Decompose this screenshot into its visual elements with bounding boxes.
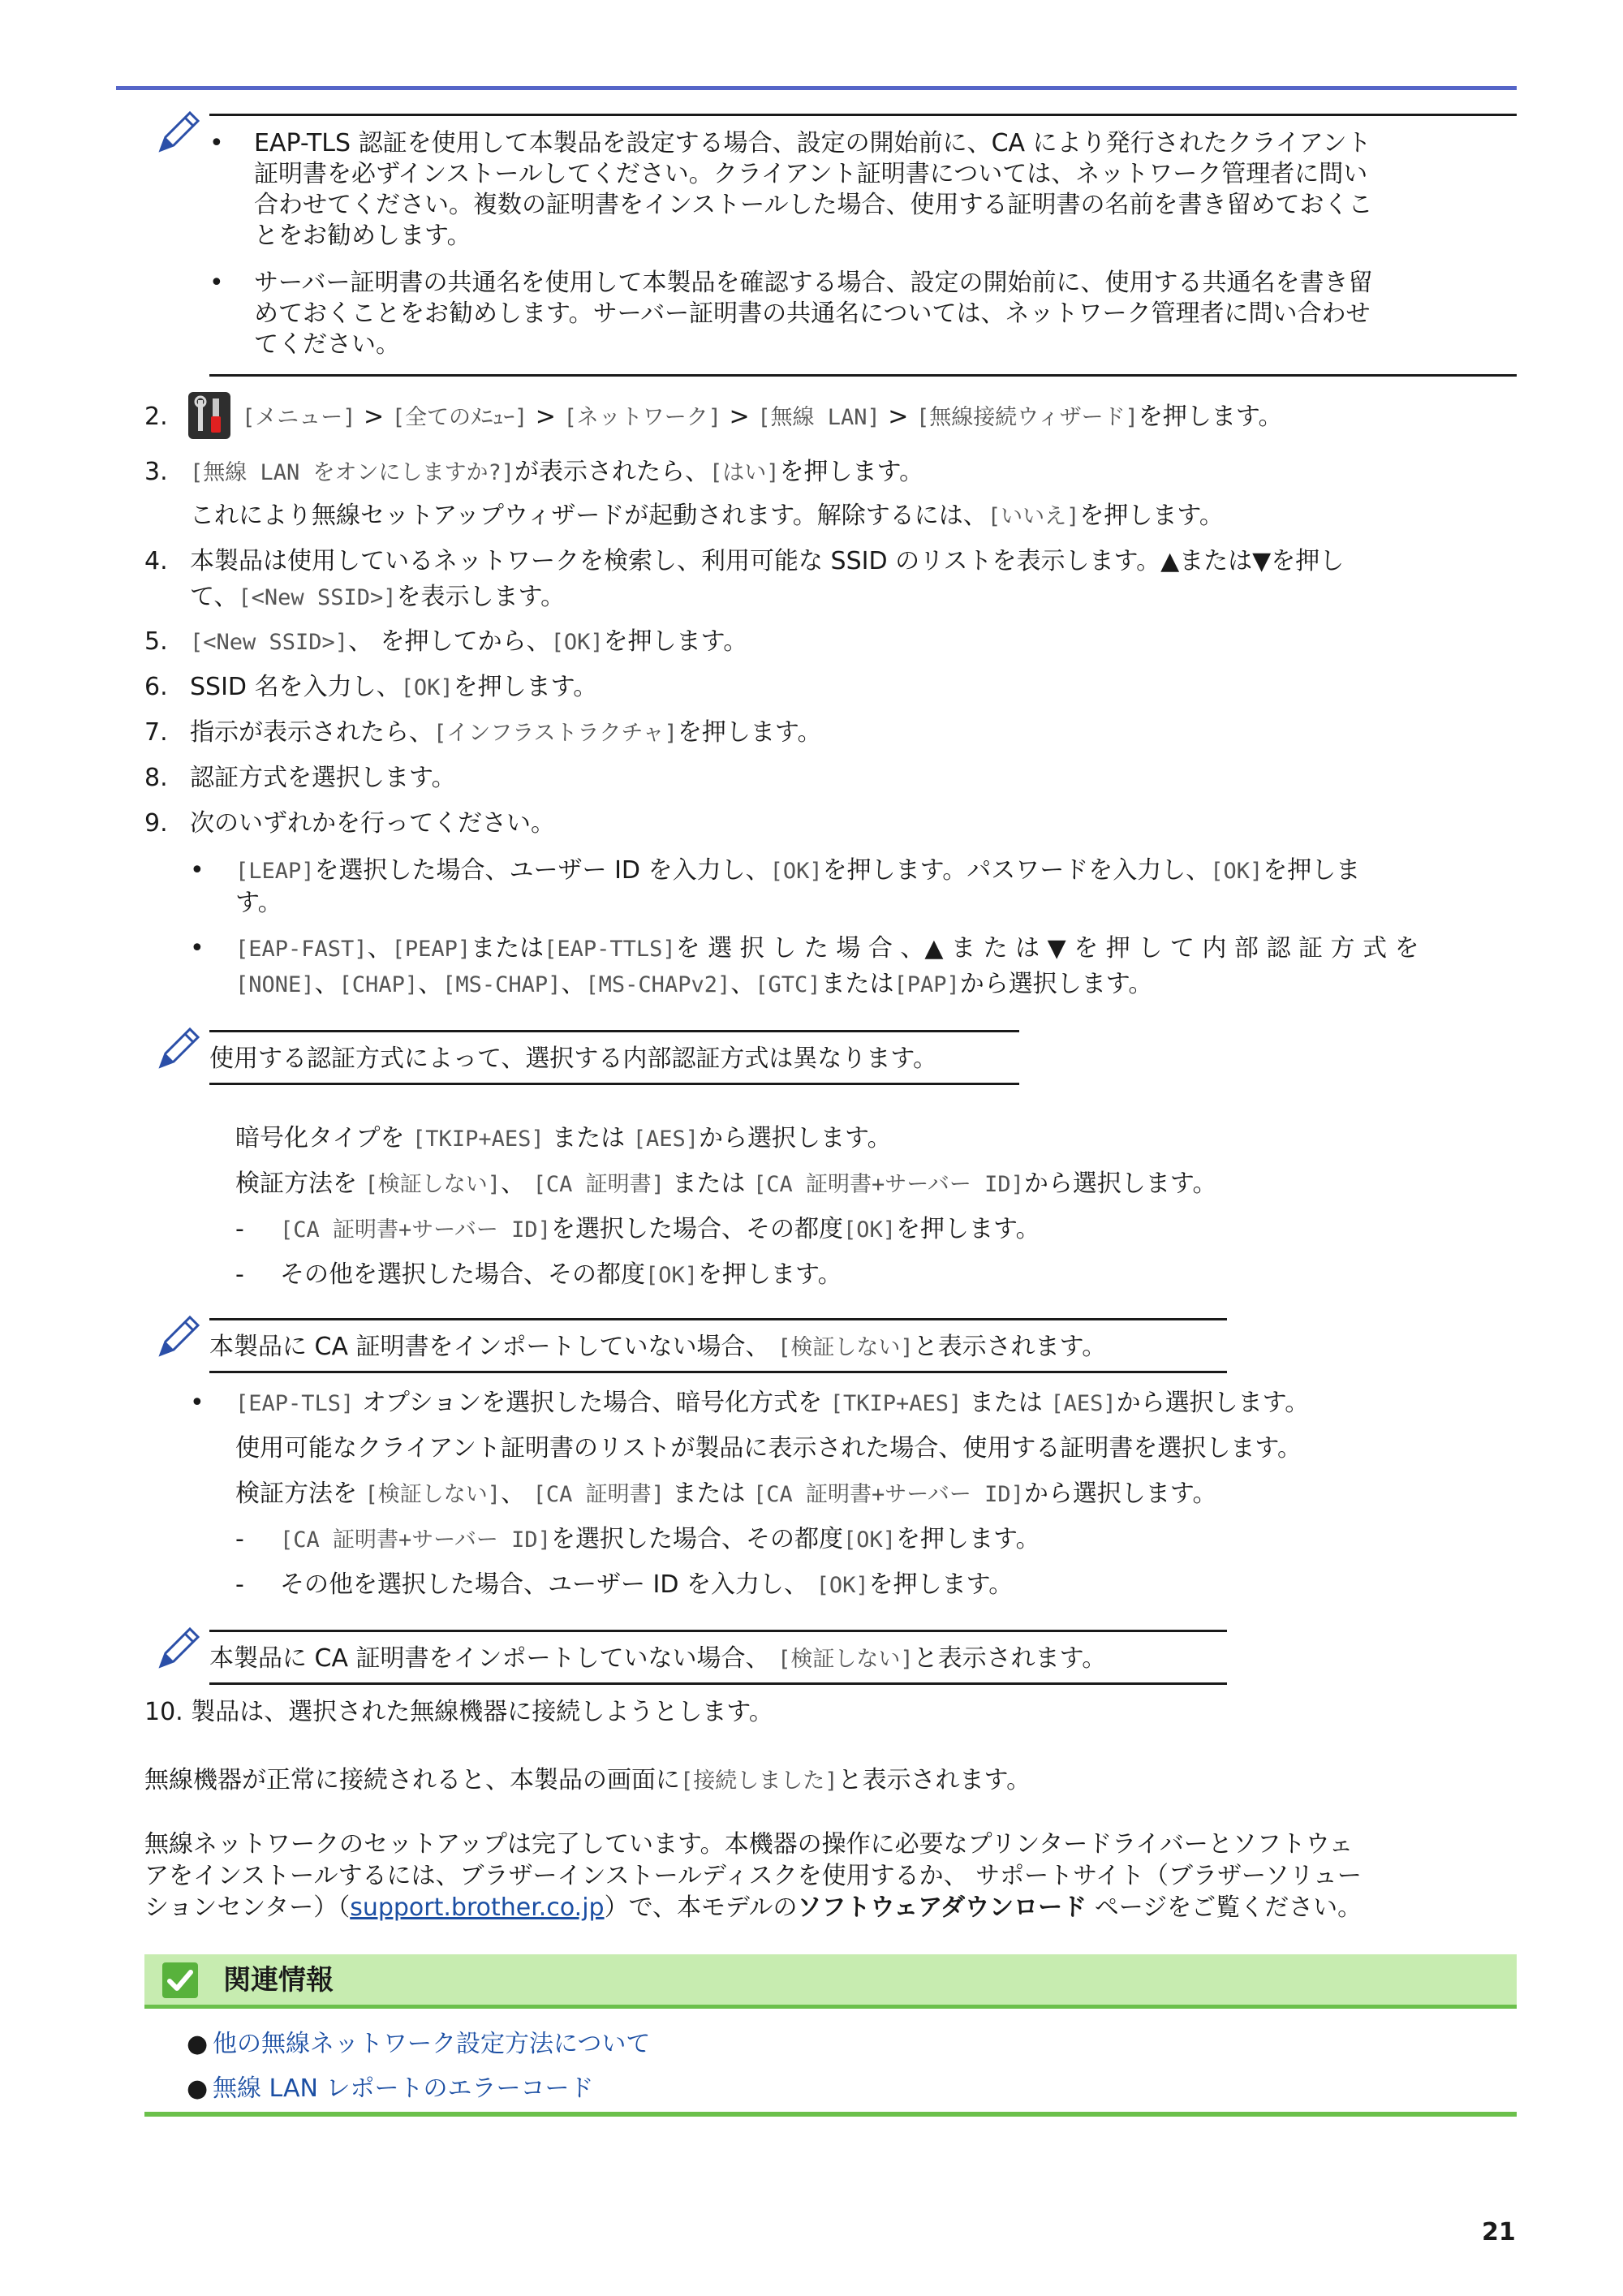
- result-paragraph: [144, 1765, 1031, 1797]
- setup-paragraph-1: 無線ネットワークのセットアップは完了しています。本機器の操作に必要なプリンタードライバーとソフトウェ: [144, 1830, 1354, 1859]
- step-text: を選択した場合、その都度: [550, 1525, 843, 1553]
- step-number: 6.: [144, 673, 168, 701]
- tls-other-line: [280, 1570, 1013, 1601]
- option-ref: [CA 証明書+サーバー ID]: [280, 1217, 551, 1243]
- menu-path: [無線接続ウィザード]: [915, 405, 1139, 430]
- step-text: を押します。: [895, 1215, 1040, 1243]
- note-4-text: [209, 1643, 1106, 1675]
- bold-text: ソフトウェアダウンロード: [797, 1893, 1087, 1922]
- dash-bullet: -: [235, 1570, 244, 1599]
- tls-verify-line: [235, 1479, 1217, 1510]
- separator: 、: [501, 1170, 533, 1198]
- note-rule-bottom: [209, 374, 1517, 377]
- button-ref: [OK]: [842, 1527, 896, 1553]
- check-icon: [162, 1962, 198, 1998]
- step-4-text-2: [190, 582, 565, 614]
- button-ref: [OK]: [400, 675, 454, 700]
- separator: >: [880, 403, 916, 431]
- step-text: を表示します。: [396, 583, 566, 611]
- step-4-text: 本製品は使用しているネットワークを検索し、利用可能な SSID のリストを表示します。▲または▼を押し: [190, 547, 1345, 575]
- setup-paragraph-3: [144, 1893, 1362, 1923]
- option-ref: [AES]: [1050, 1391, 1117, 1416]
- option-ref: [TKIP+AES]: [412, 1126, 545, 1152]
- page-number: 21: [1482, 2218, 1516, 2246]
- button-ref: [OK]: [842, 1217, 896, 1243]
- step-text: から選択します。: [959, 970, 1153, 998]
- step-text: が表示されたら、: [514, 458, 710, 486]
- step-text: を押します。: [1138, 403, 1283, 431]
- button-ref: [OK]: [769, 859, 823, 884]
- dash-bullet: -: [235, 1260, 244, 1289]
- bullet-dot: •: [190, 856, 204, 885]
- step-text: または: [820, 970, 894, 998]
- step-text: 指示が表示されたら、: [190, 718, 433, 747]
- support-link[interactable]: support.brother.co.jp: [350, 1893, 605, 1922]
- step-6-text: [190, 672, 597, 704]
- step-5-text: [190, 627, 747, 658]
- note-text: 合わせてください。複数の証明書をインストールした場合、使用する証明書の名前を書き留めておくこ: [254, 191, 1373, 219]
- separator: 、: [730, 970, 756, 998]
- step-number: 7.: [144, 718, 168, 747]
- button-ref: [はい]: [709, 460, 780, 485]
- step-text: その他を選択した場合、その都度: [280, 1260, 645, 1289]
- note-text: と表示されます。: [913, 1333, 1107, 1361]
- step-text: を押します。: [603, 627, 748, 656]
- option-ref: [CA 証明書]: [532, 1482, 665, 1507]
- note-2-text: 使用する認証方式によって、選択する内部認証方式は異なります。: [209, 1045, 937, 1073]
- verification-line: [235, 1169, 1217, 1200]
- option-ref: [NONE]: [235, 972, 315, 997]
- step-text: を押しま: [1263, 856, 1361, 885]
- ca-server-line: [280, 1214, 1040, 1246]
- button-ref: [OK]: [645, 1263, 699, 1288]
- header-rule: [116, 86, 1517, 90]
- note-rule-top: [209, 1030, 1019, 1032]
- separator: >: [721, 403, 758, 431]
- note-3-text: [209, 1332, 1106, 1363]
- note-text: てください。: [254, 330, 400, 359]
- step-text: から選択します。: [1116, 1389, 1310, 1417]
- step-10-text: 10. 製品は、選択された無線機器に接続しようとします。: [144, 1698, 773, 1726]
- option-ref: [検証しない]: [364, 1482, 502, 1507]
- note-text: とをお勧めします。: [254, 222, 471, 250]
- screen-message: [無線 LAN をオンにしますか?]: [190, 460, 515, 485]
- step-number: 2.: [144, 403, 168, 431]
- note-text: 本製品に CA 証明書をインポートしていない場合、: [209, 1333, 778, 1361]
- step-text: を選択した場合、その都度: [550, 1215, 843, 1243]
- separator: 、: [561, 970, 586, 998]
- body-text: と表示されます。: [837, 1766, 1031, 1794]
- related-info-title: 関連情報: [223, 1964, 334, 1997]
- tls-line: [235, 1388, 1309, 1419]
- step-text: または: [664, 1170, 753, 1198]
- option-ref: [TKIP+AES]: [829, 1391, 962, 1416]
- option-ref: [CA 証明書+サーバー ID]: [280, 1527, 551, 1553]
- step-text: を押します。: [779, 458, 924, 486]
- option-ref: [CA 証明書+サーバー ID]: [752, 1172, 1024, 1197]
- leap-text-2: す。: [235, 889, 282, 917]
- step-text: 検証方法を: [235, 1170, 365, 1198]
- separator: 、: [501, 1480, 533, 1508]
- note-text: めておくことをお勧めします。サーバー証明書の共通名については、ネットワーク管理者に問い合わせ: [254, 299, 1371, 328]
- button-ref: [OK]: [550, 630, 604, 655]
- menu-path: [ネットワーク]: [563, 405, 721, 430]
- option-ref: [GTC]: [755, 972, 821, 997]
- step-text: を押します。: [895, 1525, 1040, 1553]
- step-number: 5.: [144, 627, 168, 656]
- option-ref: [MS-CHAP]: [442, 972, 562, 997]
- bullet-dot: •: [209, 269, 224, 297]
- button-ref: [インフラストラクチャ]: [433, 721, 678, 746]
- fast-text-2: [235, 969, 1152, 1001]
- option-ref: [AES]: [632, 1126, 699, 1152]
- step-text: 暗号化タイプを: [235, 1124, 413, 1152]
- separator: 、: [314, 970, 339, 998]
- option-ref: [PEAP]: [391, 937, 471, 962]
- step-8-text: 認証方式を選択します。: [190, 764, 456, 792]
- option-ref: [CA 証明書+サーバー ID]: [752, 1482, 1024, 1507]
- fast-text: [235, 933, 1419, 965]
- step-text: または: [471, 934, 545, 963]
- screen-message: [接続しました]: [680, 1768, 838, 1794]
- pencil-note-icon: [154, 1312, 203, 1361]
- step-text: または: [664, 1480, 753, 1508]
- menu-path: [メニュー]: [242, 405, 356, 430]
- button-ref: [いいえ]: [987, 504, 1080, 529]
- note-rule-bottom: [209, 1682, 1227, 1685]
- step-text: 、 を押してから、: [348, 627, 551, 656]
- option-ref: [EAP-TTLS]: [544, 937, 676, 962]
- step-text: を押します。パスワードを入力し、: [822, 856, 1211, 885]
- pencil-note-icon: [154, 1624, 203, 1673]
- dash-bullet: -: [235, 1525, 244, 1553]
- screen-option: [<New SSID>]: [238, 585, 397, 610]
- step-text: て、: [190, 583, 239, 611]
- related-info-header: [144, 1954, 1517, 2009]
- pencil-note-icon: [154, 108, 203, 157]
- option-ref: [CA 証明書]: [532, 1172, 665, 1197]
- note-text: 本製品に CA 証明書をインポートしていない場合、: [209, 1644, 778, 1673]
- step-number: 9.: [144, 809, 168, 838]
- option-ref: [MS-CHAPv2]: [585, 972, 731, 997]
- body-text: 無線機器が正常に接続されると、本製品の画面に: [144, 1766, 680, 1794]
- note-text: EAP-TLS 認証を使用して本製品を設定する場合、設定の開始前に、CA により発行されたクライアント: [254, 129, 1371, 157]
- step-text: または: [544, 1124, 633, 1152]
- separator: 、: [418, 970, 443, 998]
- option-ref: [PAP]: [893, 972, 960, 997]
- option-ref: [検証しない]: [777, 1647, 914, 1672]
- body-text: ページをご覧ください。: [1087, 1893, 1363, 1922]
- step-text: 、: [367, 934, 392, 963]
- body-text: ションセンター）（: [144, 1893, 351, 1922]
- bullet-dot: ●: [187, 2074, 209, 2103]
- step-text: を押します。: [677, 718, 822, 747]
- bullet-dot: •: [190, 1389, 204, 1417]
- option-ref: [検証しない]: [777, 1335, 914, 1360]
- step-text: から選択します。: [1023, 1480, 1217, 1508]
- menu-path: [全てのﾒﾆｭｰ]: [391, 405, 528, 430]
- step-text: オプションを選択した場合、暗号化方式を: [354, 1389, 830, 1417]
- option-ref: [CHAP]: [338, 972, 419, 997]
- separator: >: [527, 403, 564, 431]
- related-link-error-codes[interactable]: 無線 LAN レポートのエラーコード: [213, 2074, 594, 2103]
- note-rule-bottom: [209, 1371, 1227, 1373]
- step-text: を押します。: [868, 1570, 1014, 1599]
- body-text: ）で、本モデルの: [604, 1893, 798, 1922]
- step-3-text: [190, 457, 923, 489]
- dash-bullet: -: [235, 1215, 244, 1243]
- step-text: を 選 択 し た 場 合 、▲ ま た は ▼ を 押 し て 内 部 認 証 方 式 を: [675, 934, 1419, 963]
- tls-cert-line: 使用可能なクライアント証明書のリストが製品に表示された場合、使用する証明書を選択します。: [235, 1434, 1302, 1462]
- bullet-dot: •: [209, 129, 224, 157]
- related-link-other-methods[interactable]: 他の無線ネットワーク設定方法について: [213, 2030, 651, 2058]
- step-text: または: [962, 1389, 1051, 1417]
- note-rule-top: [209, 1630, 1227, 1632]
- note-text: 証明書を必ずインストールしてください。クライアント証明書については、ネットワーク管理者に問い: [254, 160, 1368, 188]
- step-number: 3.: [144, 458, 168, 486]
- step-3-note: [190, 501, 1224, 532]
- leap-text: [235, 855, 1360, 887]
- pencil-note-icon: [154, 1024, 203, 1073]
- step-text: を押します。: [453, 673, 598, 701]
- note-rule-bottom: [209, 1083, 1019, 1085]
- step-text: これにより無線セットアップウィザードが起動されます。解除するには、: [190, 502, 988, 530]
- other-line: [280, 1260, 842, 1291]
- option-ref: [検証しない]: [364, 1172, 502, 1197]
- button-ref: [OK]: [1210, 859, 1264, 884]
- separator: >: [355, 403, 392, 431]
- note-text: サーバー証明書の共通名を使用して本製品を確認する場合、設定の開始前に、使用する共通名を書き留: [254, 269, 1373, 297]
- step-text: から選択します。: [698, 1124, 892, 1152]
- step-text: を押します。: [698, 1260, 842, 1289]
- menu-path: [無線 LAN]: [757, 405, 880, 430]
- option-ref: [EAP-TLS]: [235, 1391, 355, 1416]
- step-number: 8.: [144, 764, 168, 792]
- step-text: を選択した場合、ユーザー ID を入力し、: [314, 856, 770, 885]
- settings-tools-icon: [188, 392, 230, 439]
- bullet-dot: •: [190, 934, 204, 963]
- related-info-bottom-rule: [144, 2112, 1517, 2117]
- note-text: と表示されます。: [913, 1644, 1107, 1673]
- button-ref: [OK]: [816, 1573, 869, 1598]
- step-text: 検証方法を: [235, 1480, 365, 1508]
- step-text: SSID 名を入力し、: [190, 673, 401, 701]
- setup-paragraph-2: アをインストールするには、ブラザーインストールディスクを使用するか、 サポートサイト（ブラザーソリュー: [144, 1862, 1362, 1890]
- step-9-text: 次のいずれかを行ってください。: [190, 809, 555, 838]
- step-7-text: [190, 717, 822, 749]
- step-text: その他を選択した場合、ユーザー ID を入力し、: [280, 1570, 816, 1599]
- step-text: から選択します。: [1023, 1170, 1217, 1198]
- encryption-line: [235, 1123, 892, 1155]
- bullet-dot: ●: [187, 2030, 209, 2058]
- option-ref: [LEAP]: [235, 859, 315, 884]
- step-number: 4.: [144, 547, 168, 575]
- step-2-text: [242, 402, 1282, 433]
- note-rule-top: [209, 1318, 1227, 1320]
- option-ref: [EAP-FAST]: [235, 937, 368, 962]
- note-rule-top: [209, 114, 1517, 116]
- tls-ca-server-line: [280, 1524, 1040, 1556]
- step-text: を押します。: [1079, 502, 1224, 530]
- screen-option: [<New SSID>]: [190, 630, 349, 655]
